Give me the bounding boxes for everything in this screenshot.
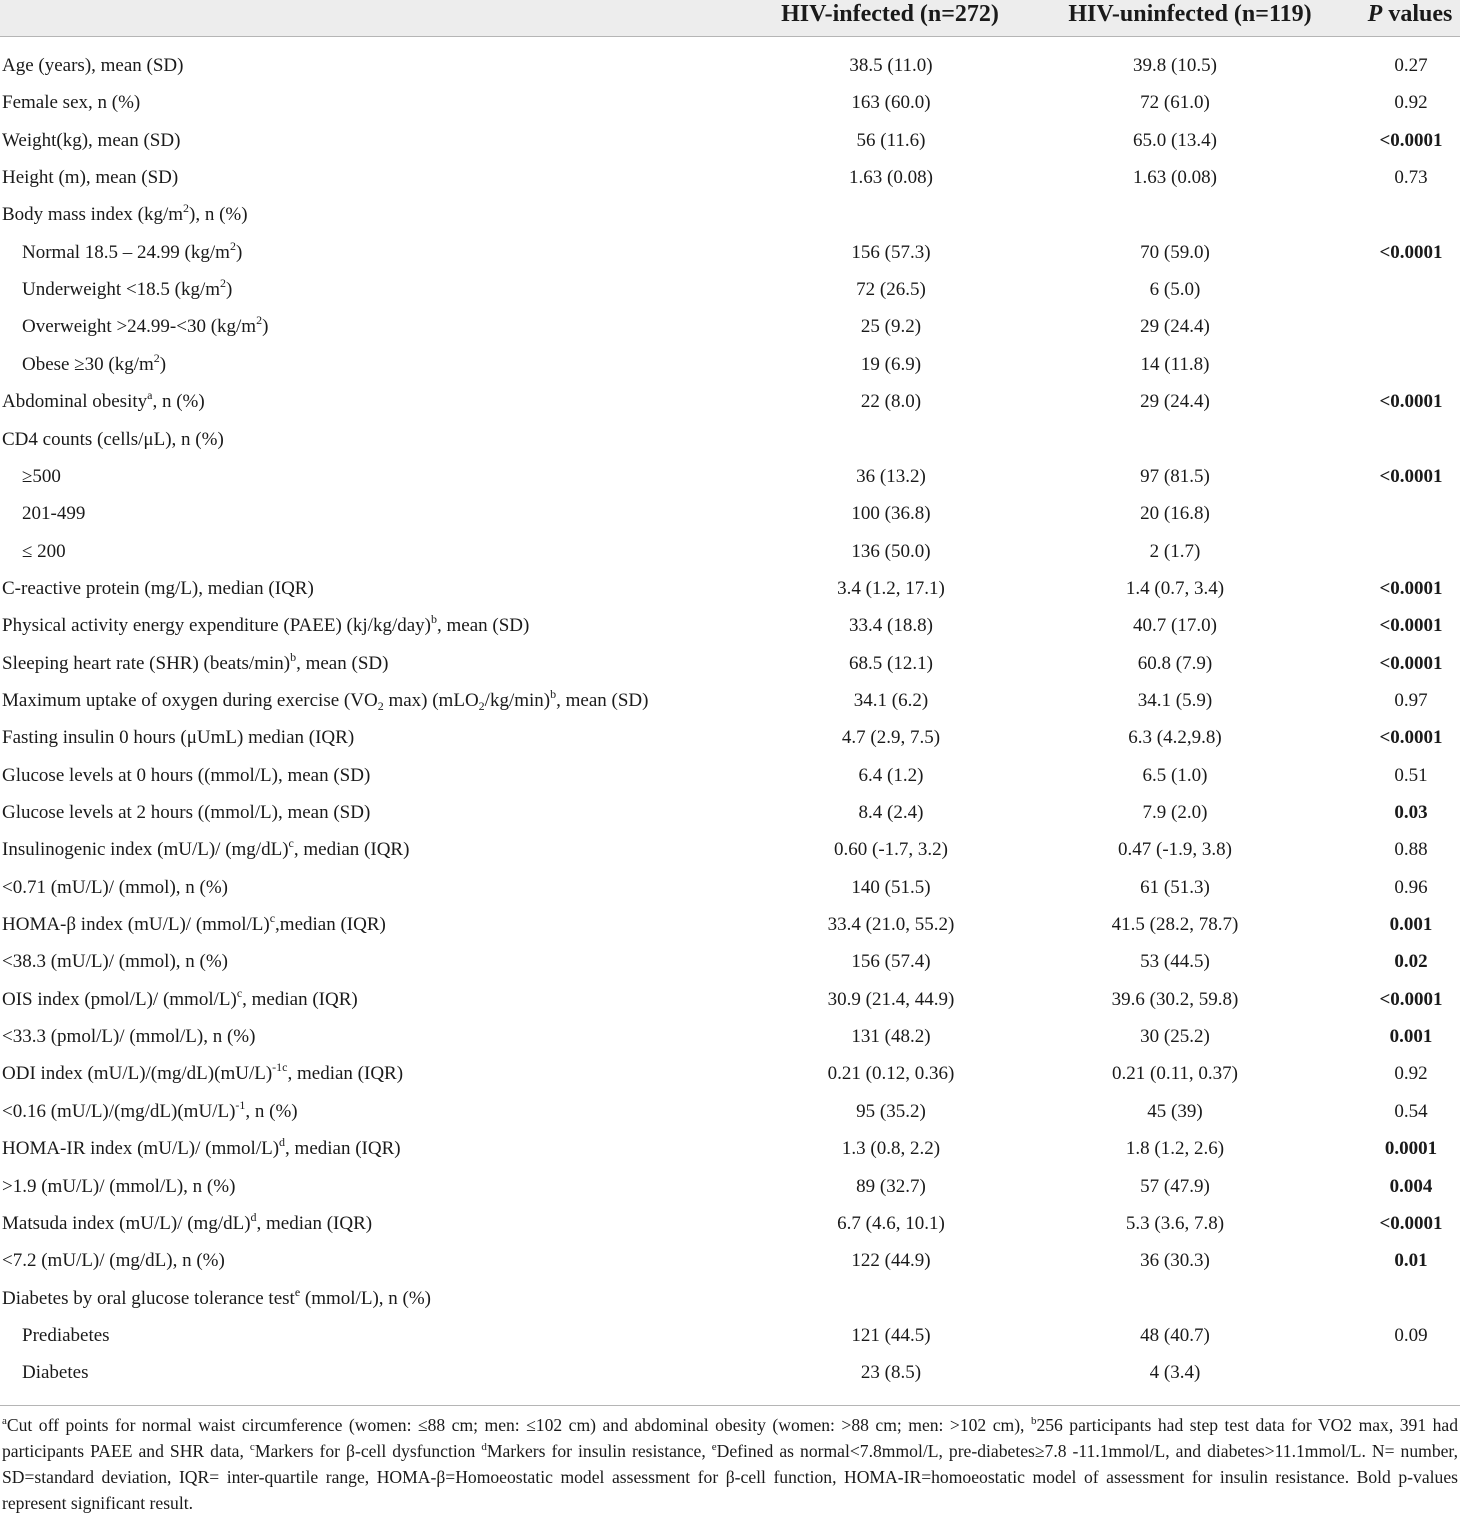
row-label: <38.3 (mU/L)/ (mmol), n (%) [2,951,229,973]
hiv-infected-value: 1.63 (0.08) [849,167,933,189]
hiv-infected-value: 25 (9.2) [860,316,922,338]
row-label: Body mass index $(kg/m^2)$, n (%) [2,201,248,226]
table-row [0,1355,1460,1392]
table-header [0,0,1460,36]
row-label: Age (years), mean (SD) [2,55,184,76]
hiv-infected-value: 34.1 (6.2) [853,689,929,711]
hiv-uninfected-value: 20 (16.8) [1140,503,1210,525]
row-label: Sleeping heart rate (SHR) (beats/min)$^b$, mean (SD) [2,649,389,674]
table-row [0,197,1460,234]
row-label: Physical activity energy expenditure (PAEE) $(kj/kg/day)^b$, mean (SD) [2,612,530,637]
row-label: C-reactive protein (mg/L), median (IQR) [2,577,314,599]
hiv-infected-value: 136 (50.0) [851,540,931,562]
hiv-uninfected-value: 29 (24.4) [1140,391,1210,413]
p-value: 0.09 [1394,1324,1428,1346]
p-value: <0.0001 [1379,241,1443,263]
row-label: Abdominal obesity$^a$, n (%) [2,388,205,413]
p-value: <0.0001 [1379,615,1443,637]
table-row [0,459,1460,496]
table-row [0,1131,1460,1168]
hiv-infected-value: 0.21 (0.12, 0.36) [827,1063,955,1085]
hiv-infected-value: 36 (13.2) [856,465,926,487]
table-row [0,235,1460,272]
hiv-infected-value: 121 (44.5) [851,1324,931,1346]
hiv-infected-value: 0.60 (-1.7, 3.2) [834,839,948,861]
row-label: Glucose levels at 2 hours ((mmol/L), mean (SD) [2,802,371,823]
p-value: 0.96 [1394,876,1428,898]
table-row [0,720,1460,757]
hiv-uninfected-value: 53 (44.5) [1140,951,1210,973]
hiv-infected-value: 156 (57.4) [851,951,931,973]
hiv-uninfected-value: 1.63 (0.08) [1133,167,1217,189]
table-row [0,272,1460,309]
row-label: Normal 18.5 – 24.99 $(kg/m^2)$ [22,238,243,263]
table-row [0,1206,1460,1243]
hiv-uninfected-value: 36 (30.3) [1140,1250,1210,1272]
row-label: Overweight >24.99-<30 $(kg/m^2)$ [22,313,269,338]
table-row [0,496,1460,533]
hiv-infected-value: 23 (8.5) [860,1362,922,1384]
table-row [0,683,1460,720]
table-row [0,1094,1460,1131]
p-value: 0.92 [1394,1063,1428,1085]
hiv-uninfected-value: 2 (1.7) [1149,540,1201,562]
row-label: <0.16 $(mU/L)/(mg/dL)(mU/L)^{-1}$, n (%) [2,1097,298,1122]
hiv-infected-value: 33.4 (18.8) [849,615,933,637]
hiv-uninfected-value: 41.5 (28.2, 78.7) [1111,914,1239,936]
hiv-uninfected-value: 0.47 (-1.9, 3.8) [1118,839,1232,861]
header-hiv-uninfected: HIV-uninfected (n=119) [1068,1,1312,27]
p-value: 0.73 [1394,167,1428,189]
row-label: Maximum uptake of oxygen during exercise ($VO_2$ max) $(mLO_2/kg/\min)^b$, mean (SD) [2,686,649,713]
row-label: 201-499 [22,503,86,525]
row-label: Obese ≥30 $(kg/m^2)$ [22,350,167,375]
table-row [0,85,1460,122]
hiv-uninfected-value: 39.6 (30.2, 59.8) [1111,988,1239,1010]
p-value: <0.0001 [1379,727,1443,749]
hiv-infected-value: 72 (26.5) [856,279,926,301]
row-label: <7.2 (mU/L)/ (mg/dL), n (%) [2,1250,225,1272]
hiv-infected-value: 3.4 (1.2, 17.1) [837,577,945,599]
table-bottom-rule [0,1405,1460,1406]
hiv-uninfected-value: 65.0 (13.4) [1133,129,1217,151]
hiv-uninfected-value: 5.3 (3.6, 7.8) [1125,1212,1225,1234]
table-row [0,758,1460,795]
row-label: <33.3 (pmol/L)/ (mmol/L), n (%) [2,1026,256,1048]
row-label: Weight(kg), mean (SD) [2,129,181,151]
row-label: OIS index (pmol/L)/ (mmol/L)$^c$, median (IQR) [2,985,358,1010]
hiv-infected-value: 122 (44.9) [851,1250,931,1272]
hiv-infected-value: 140 (51.5) [851,876,931,898]
table-row [0,384,1460,421]
p-value: <0.0001 [1379,1212,1443,1234]
hiv-infected-value: 8.4 (2.4) [858,802,924,823]
table-row [0,347,1460,384]
hiv-uninfected-value: 70 (59.0) [1140,241,1210,263]
row-label: Diabetes by oral glucose tolerance test$^e$ (mmol/L), n (%) [2,1284,431,1309]
hiv-infected-value: 89 (32.7) [856,1175,926,1197]
hiv-uninfected-value: 29 (24.4) [1140,316,1210,338]
p-value: <0.0001 [1379,129,1443,151]
table-row [0,309,1460,346]
table-row [0,1056,1460,1093]
table-row [0,422,1460,459]
hiv-infected-value: 156 (57.3) [851,241,931,263]
hiv-uninfected-value: 1.8 (1.2, 2.6) [1125,1138,1225,1160]
row-label: Female sex, n (%) [2,92,141,114]
hiv-uninfected-value: 30 (25.2) [1140,1026,1210,1048]
row-label: Insulinogenic index (mU/L)/ $(mg/dL)^c$, median (IQR) [2,836,410,861]
hiv-uninfected-value: 57 (47.9) [1140,1175,1210,1197]
row-label: Prediabetes [22,1324,110,1346]
p-value: 0.03 [1394,802,1428,823]
p-value: 0.0001 [1384,1138,1438,1160]
p-value: <0.0001 [1379,652,1443,674]
p-value: 0.02 [1394,951,1428,973]
table-row [0,907,1460,944]
hiv-uninfected-value: 14 (11.8) [1140,353,1210,375]
row-label: ≥500 [22,465,61,487]
table-row [0,1318,1460,1355]
table-row [0,1169,1460,1206]
hiv-uninfected-value: 4 (3.4) [1149,1362,1201,1384]
table-row [0,48,1460,85]
table-row [0,795,1460,832]
hiv-uninfected-value: 0.21 (0.11, 0.37) [1112,1063,1238,1085]
p-value: <0.0001 [1379,391,1443,413]
hiv-uninfected-value: 6.5 (1.0) [1142,764,1208,786]
hiv-infected-value: 38.5 (11.0) [849,55,933,76]
hiv-infected-value: 95 (35.2) [856,1100,926,1122]
hiv-infected-value: 6.7 (4.6, 10.1) [837,1212,945,1234]
hiv-uninfected-value: 97 (81.5) [1140,465,1210,487]
hiv-uninfected-value: 34.1 (5.9) [1137,689,1213,711]
hiv-uninfected-value: 6 (5.0) [1149,279,1201,301]
hiv-infected-value: 19 (6.9) [860,353,922,375]
table-row [0,870,1460,907]
table-footnote: $^a$Cut off points for normal waist circumference (women: ≤88 cm; men: ≤102 cm) and abdominal obesity (women: >88 cm; men: >102 cm), $^b$256 participants had step test data for VO2 max, 391 had participants PAEE and SHR data, $^c$Markers for β-cell dysfunction $^d$Markers for insulin resistance, $^e$Defined as normal<7.8mmol/L, pre-diabetes≥7.8 -11.1mmol/L, and diabetes>11.1mmol/L. N= number, SD=standard deviation, IQR= inter-quartile range, HOMA-β=Homoeostatic model assessment for β-cell function, HOMA-IR=homoeostatic model of assessment for insulin resistance. Bold p-values represent significant result. [2,1415,1458,1513]
row-label: ≤ 200 [22,540,66,562]
p-value: <0.0001 [1379,465,1443,487]
hiv-infected-value: 33.4 (21.0, 55.2) [827,914,955,936]
row-label: HOMA-β index (mU/L)/ (mmol/L)$^c$,median (IQR) [2,911,386,936]
p-value: 0.01 [1394,1250,1428,1272]
table-row [0,1243,1460,1280]
table-row [0,160,1460,197]
hiv-uninfected-value: 39.8 (10.5) [1133,55,1217,76]
header-hiv-infected: HIV-infected (n=272) [781,1,999,27]
row-label: <0.71 (mU/L)/ (mmol), n (%) [2,876,229,898]
p-value: 0.88 [1394,839,1428,861]
p-value: 0.97 [1394,689,1428,711]
p-value: 0.001 [1389,914,1433,936]
hiv-infected-value: 68.5 (12.1) [849,652,933,674]
hiv-infected-value: 56 (11.6) [856,129,926,151]
row-label: Glucose levels at 0 hours ((mmol/L), mean (SD) [2,764,371,786]
row-label: >1.9 (mU/L)/ (mmol/L), n (%) [2,1175,236,1197]
table-row [0,534,1460,571]
hiv-infected-value: 131 (48.2) [851,1026,931,1048]
row-label: Underweight <18.5 $(kg/m^2)$ [22,276,233,301]
table-row [0,832,1460,869]
hiv-infected-value: 163 (60.0) [851,92,931,114]
table-row [0,982,1460,1019]
p-value: 0.92 [1394,92,1428,114]
hiv-uninfected-value: 45 (39) [1147,1100,1203,1122]
row-label: Diabetes [22,1362,89,1384]
hiv-infected-value: 4.7 (2.9, 7.5) [841,727,941,749]
hiv-infected-value: 100 (36.8) [851,503,931,525]
table-row [0,571,1460,608]
table-row [0,608,1460,645]
hiv-infected-value: 1.3 (0.8, 2.2) [841,1138,941,1160]
table-row [0,1019,1460,1056]
row-label: Fasting insulin 0 hours (μUmL) median (IQR) [2,727,355,749]
row-label: Matsuda index (mU/L)/ $(mg/dL)^d$, median (IQR) [2,1209,373,1234]
hiv-uninfected-value: 40.7 (17.0) [1133,615,1217,637]
table-row [0,1281,1460,1318]
p-value: <0.0001 [1379,988,1443,1010]
hiv-infected-value: 6.4 (1.2) [858,764,924,786]
hiv-infected-value: 22 (8.0) [860,391,922,413]
hiv-uninfected-value: 72 (61.0) [1140,92,1210,114]
hiv-infected-value: 30.9 (21.4, 44.9) [827,988,955,1010]
row-label: HOMA-IR index (mU/L)/ (mmol/L)$^d$, median (IQR) [2,1135,401,1160]
hiv-uninfected-value: 60.8 (7.9) [1137,652,1213,674]
row-label: ODI index $(mU/L)/(mg/dL)(mU/L)^{-1c}$, median (IQR) [2,1060,404,1085]
hiv-uninfected-value: 6.3 (4.2,9.8) [1128,727,1222,749]
table-row [0,944,1460,981]
p-value: 0.51 [1394,764,1428,786]
p-value: <0.0001 [1379,577,1443,599]
hiv-uninfected-value: 48 (40.7) [1140,1324,1210,1346]
hiv-uninfected-value: 1.4 (0.7, 3.4) [1125,577,1225,599]
p-value: 0.27 [1394,55,1428,76]
p-value: 0.004 [1389,1175,1433,1197]
row-label: CD4 counts (cells/μL), n (%) [2,428,224,450]
table-row [0,646,1460,683]
header-divider [0,36,1460,37]
p-value: 0.54 [1394,1100,1428,1122]
row-label: Height (m), mean (SD) [2,167,179,189]
hiv-uninfected-value: 61 (51.3) [1140,876,1210,898]
header-p-values: P values [1367,1,1453,27]
hiv-uninfected-value: 7.9 (2.0) [1142,802,1208,823]
table-row [0,123,1460,160]
p-value: 0.001 [1389,1026,1433,1048]
